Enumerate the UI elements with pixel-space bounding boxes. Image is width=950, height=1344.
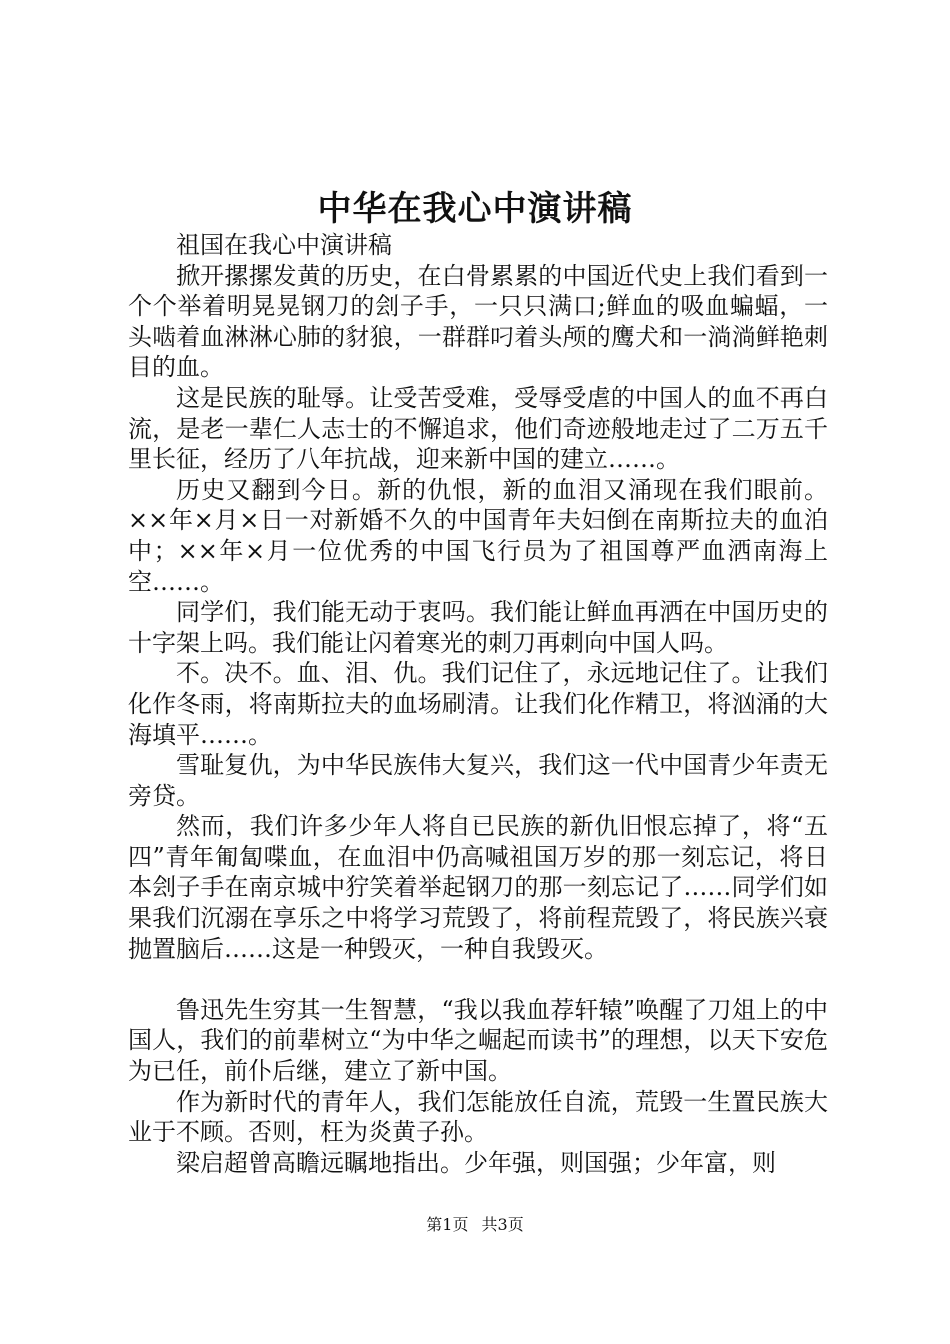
paragraph: 掀开摞摞发黄的历史，在白骨累累的中国近代史上我们看到一个个举着明晃晃钢刀的刽子手，一只只满口;鲜血的吸血蝙蝠，一头啮着血淋淋心肺的豺狼，一群群叼着头颅的鹰犬和一淌淌鲜艳刺目的血。 [128,261,828,382]
document-title: 中华在我心中演讲稿 [317,189,633,229]
paragraph: 历史又翻到今日。新的仇恨，新的血泪又涌现在我们眼前。××年×月×日一对新婚不久的中国青年夫妇倒在南斯拉夫的血泊中；××年×月一位优秀的中国飞行员为了祖国尊严血洒南海上空……。 [128,475,828,596]
paragraph: 不。决不。血、泪、仇。我们记住了，永远地记住了。让我们化作冬雨，将南斯拉夫的血场刷清。让我们化作精卫，将汹涌的大海填平……。 [128,659,828,749]
page-number: 第1页 [426,1215,469,1234]
paragraph-spacer [128,964,828,995]
page-total: 共3页 [481,1215,524,1234]
paragraph: 雪耻复仇，为中华民族伟大复兴，我们这一代中国青少年责无旁贷。 [128,751,828,810]
document-body [128,230,828,1178]
paragraph: 然而，我们许多少年人将自已民族的新仇旧恨忘掉了，将“五四”青年匍匐喋血，在血泪中仍高喊祖国万岁的那一刻忘记，将日本刽子手在南京城中狞笑着举起钢刀的那一刻忘记了……同学们如果我们沉溺在享乐之中将学习荒毁了，将前程荒毁了，将民族兴衰抛置脑后……这是一种毁灭，一种自我毁灭。 [128,812,828,963]
paragraph: 同学们，我们能无动于衷吗。我们能让鲜血再洒在中国历史的十字架上吗。我们能让闪着寒光的刺刀再刺向中国人吗。 [128,598,828,657]
page-footer [0,1214,950,1236]
paragraph: 鲁迅先生穷其一生智慧，“我以我血荐轩辕”唤醒了刀俎上的中国人，我们的前辈树立“为中华之崛起而读书”的理想，以天下安危为已任，前仆后继，建立了新中国。 [128,995,828,1086]
paragraph: 这是民族的耻辱。让受苦受难，受辱受虐的中国人的血不再白流，是老一辈仁人志士的不懈追求，他们奇迹般地走过了二万五千里长征，经历了八年抗战，迎来新中国的建立……。 [128,383,828,474]
paragraph-subtitle: 祖国在我心中演讲稿 [176,231,392,259]
paragraph: 梁启超曾高瞻远瞩地指出。少年强，则国强；少年富，则 [176,1148,776,1177]
paragraph: 作为新时代的青年人，我们怎能放任自流，荒毁一生置民族大业于不顾。否则，枉为炎黄子孙。 [128,1087,828,1147]
